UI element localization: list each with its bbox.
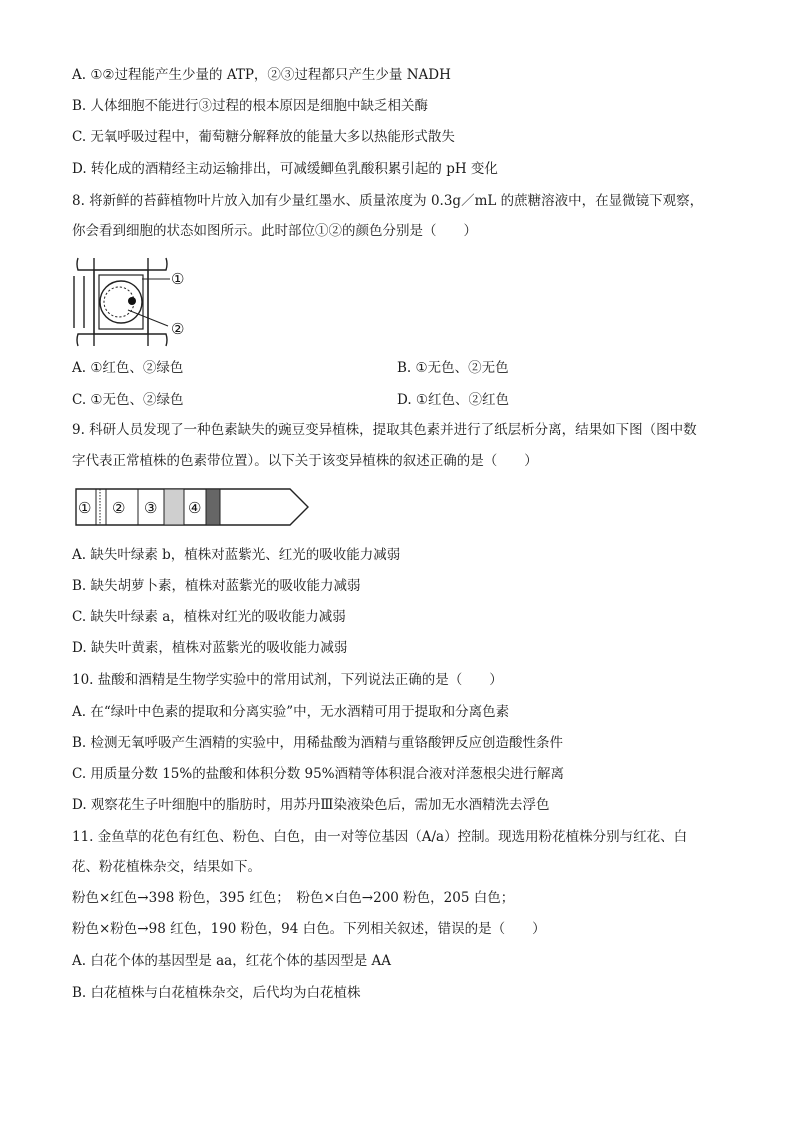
q11-result-line1: 粉色×红色→398 粉色，395 红色； 粉色×白色→200 粉色，205 白色； [72,890,515,906]
q10-option-a: A. 在“绿叶中色素的提取和分离实验”中，无水酒精可用于提取和分离色素 [72,704,510,720]
q8-stem-line1: 8. 将新鲜的苔藓植物叶片放入加有少量红墨水、质量浓度为 0.3g／mL 的蔗糖溶液中，在显微镜下观察， [72,193,704,209]
q10-option-d: D. 观察花生子叶细胞中的脂肪时，用苏丹Ⅲ染液染色后，需加无水酒精洗去浮色 [72,797,550,813]
q7-option-d: D. 转化成的酒精经主动运输排出，可减缓鲫鱼乳酸积累引起的 pH 变化 [72,161,498,177]
q10-option-b: B. 检测无氧呼吸产生酒精的实验中，用稀盐酸为酒精与重铬酸钾反应创造酸性条件 [72,735,564,751]
q11-stem-line2: 花、粉花植株杂交，结果如下。 [72,859,261,875]
q7-option-c: C. 无氧呼吸过程中，葡萄糖分解释放的能量大多以热能形式散失 [72,129,455,145]
q9-option-a: A. 缺失叶绿素 b，植株对蓝紫光、红光的吸收能力减弱 [72,547,401,563]
band-label-3: ③ [144,499,158,517]
q9-option-b: B. 缺失胡萝卜素，植株对蓝紫光的吸收能力减弱 [72,578,361,594]
q8-label-2: ② [171,320,185,338]
cell-wall [94,270,148,334]
band-label-1: ① [78,499,92,517]
q9-stem-line2: 字代表正常植株的色素带位置）。以下关于该变异植株的叙述正确的是（ ） [72,453,538,469]
band-label-2: ② [112,499,126,517]
q10-option-c: C. 用质量分数 15%的盐酸和体积分数 95%酒精等体积混合液对洋葱根尖进行解离 [72,766,565,782]
q8-cell-diagram [70,254,200,350]
q11-option-a: A. 白花个体的基因型是 aa，红花个体的基因型是 AA [72,953,392,969]
q8-option-a: A. ①红色、②绿色 [72,360,184,376]
nucleus [128,297,136,305]
q7-option-a: A. ①②过程能产生少量的 ATP，②③过程都只产生少量 NADH [72,67,451,83]
q8-label-1: ① [171,270,185,288]
q8-option-b: B. ①无色、②无色 [397,360,509,376]
q10-stem: 10. 盐酸和酒精是生物学实验中的常用试剂，下列说法正确的是（ ） [72,672,503,688]
q9-option-d: D. 缺失叶黄素，植株对蓝紫光的吸收能力减弱 [72,640,348,656]
q9-option-c: C. 缺失叶绿素 a，植株对红光的吸收能力减弱 [72,609,346,625]
q8-option-c: C. ①无色、②绿色 [72,392,184,408]
q8-option-d: D. ①红色、②红色 [397,392,510,408]
q7-option-b: B. 人体细胞不能进行③过程的根本原因是细胞中缺乏相关酶 [72,98,429,114]
q11-stem-line1: 11. 金鱼草的花色有红色、粉色、白色，由一对等位基因（A/a）控制。现选用粉花植株分别与红花、白 [72,829,688,845]
q8-stem-line2: 你会看到细胞的状态如图所示。此时部位①②的颜色分别是（ ） [72,223,477,239]
band-label-4: ④ [188,499,202,517]
q9-stem-line1: 9. 科研人员发现了一种色素缺失的豌豆变异植株，提取其色素并进行了纸层析分离，结果如下图（图中数 [72,422,697,438]
q9-chromatography-strip [74,486,314,528]
q11-option-b: B. 白花植株与白花植株杂交，后代均为白花植株 [72,985,361,1001]
q11-result-line2: 粉色×粉色→98 红色，190 粉色，94 白色。下列相关叙述，错误的是（ ） [72,921,546,937]
